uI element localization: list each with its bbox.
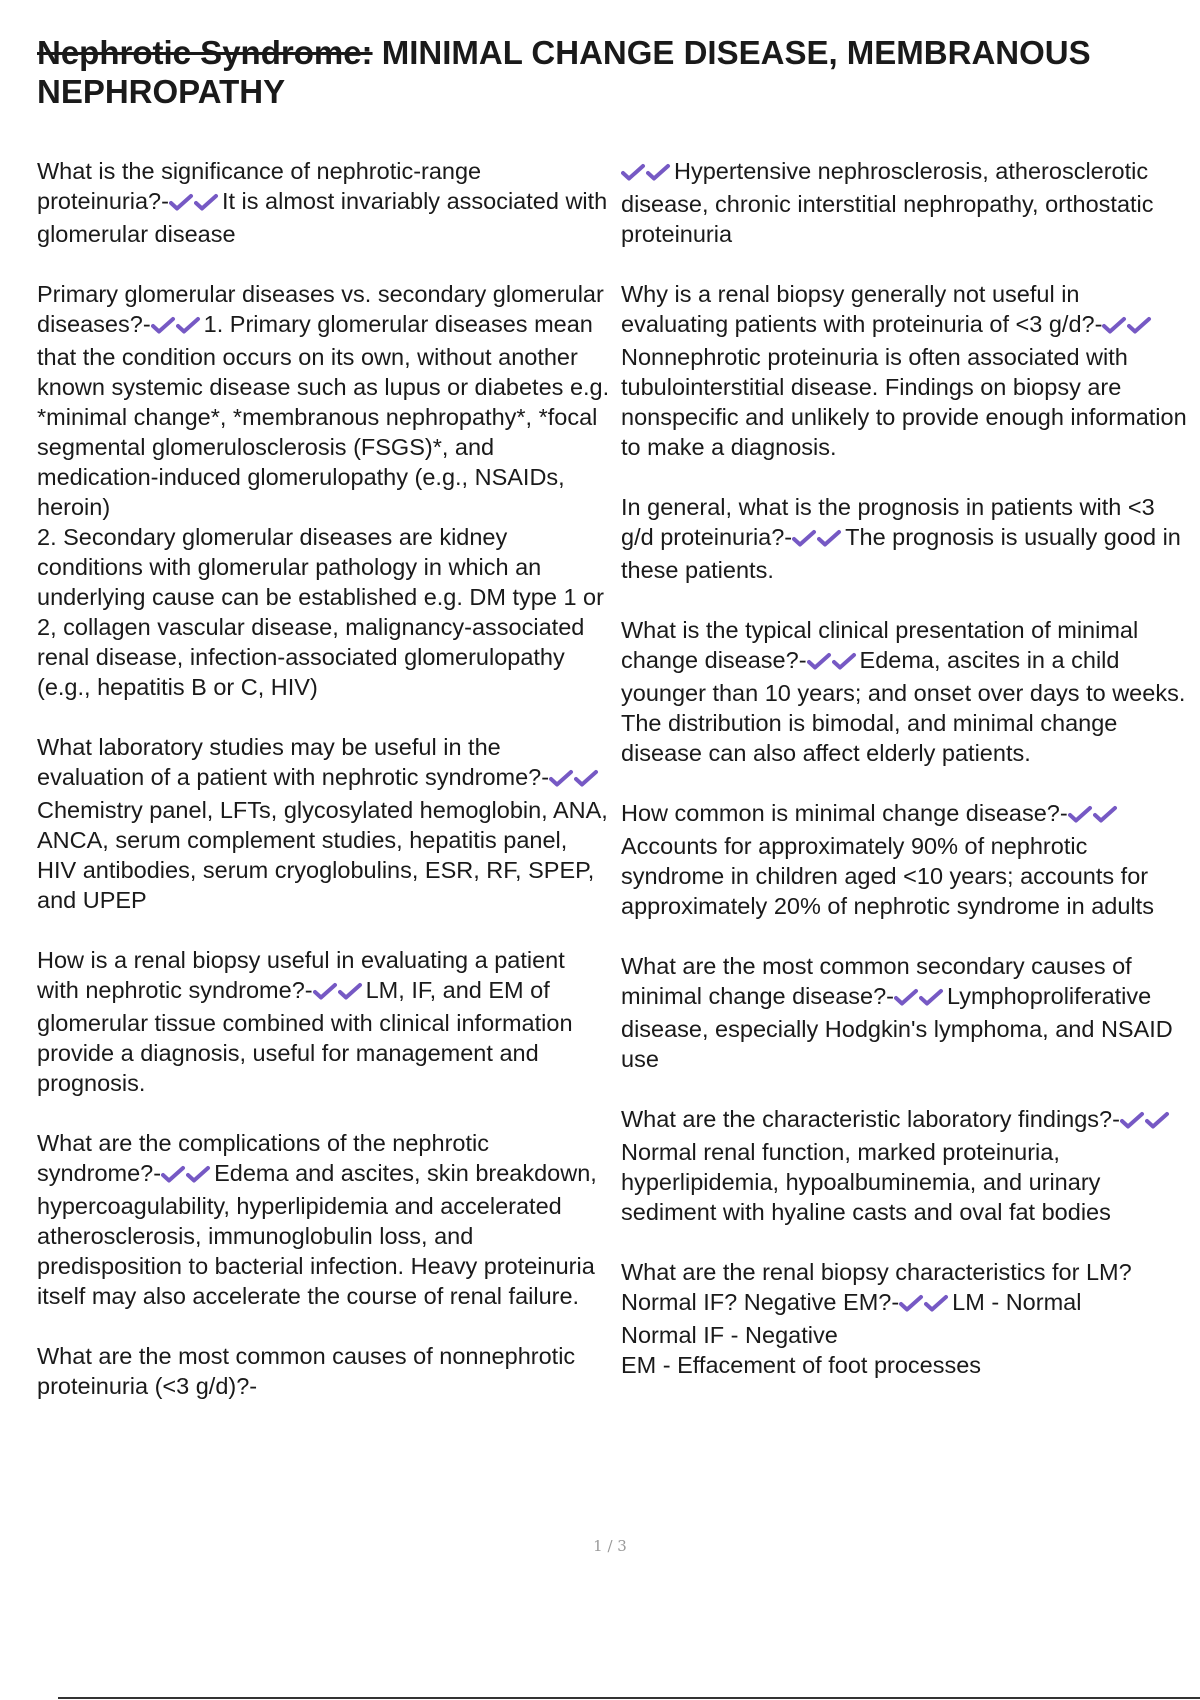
double-checkmark-icon bbox=[899, 1290, 949, 1320]
qa-item bbox=[621, 615, 1192, 768]
question-text: What are the characteristic laboratory findings?- bbox=[621, 1106, 1120, 1132]
double-checkmark-icon bbox=[894, 984, 944, 1014]
answer-text: Edema, ascites in a child younger than 10 years; and onset over days to weeks. The distribution is bimodal, and minimal change disease can also affect elderly patients. bbox=[621, 647, 1192, 766]
qa-item bbox=[37, 279, 611, 702]
question-text: What are the most common causes of nonnephrotic proteinuria (<3 g/d)?- bbox=[37, 1343, 582, 1399]
right-column bbox=[621, 156, 1194, 1410]
double-checkmark-icon bbox=[1102, 312, 1152, 342]
qa-item bbox=[37, 156, 614, 249]
double-checkmark-icon bbox=[151, 312, 201, 342]
page-title-struck: Nephrotic Syndrome: bbox=[37, 34, 373, 71]
double-checkmark-icon bbox=[807, 648, 857, 678]
answer-text: 1. Primary glomerular diseases mean that the condition occurs on its own, without another known systemic disease such as lupus or diabetes e.g. *minimal change*, *membranous nephropathy*, *focal segmental glomerulosclerosis (FSGS)*, and medication-induced glomerulopathy (e.g., NSAIDs, heroin) 2. Secondary glomerular diseases are kidney conditions with glomerular pathology in which an underlying cause can be established e.g. DM type 1 or 2, collagen vascular disease, malignancy-associated renal disease, infection-associated glomerulopathy (e.g., hepatitis B or C, HIV) bbox=[37, 311, 610, 700]
qa-item bbox=[621, 156, 1187, 249]
qa-item bbox=[37, 1341, 611, 1401]
qa-item bbox=[621, 279, 1194, 462]
question-text: How is a renal biopsy useful in evaluating a patient with nephrotic syndrome?- bbox=[37, 947, 572, 1003]
double-checkmark-icon bbox=[161, 1161, 211, 1191]
double-checkmark-icon bbox=[313, 978, 363, 1008]
answer-text: Chemistry panel, LFTs, glycosylated hemoglobin, ANA, ANCA, serum complement studies, hepatitis panel, HIV antibodies, serum cryoglobulins, ESR, RF, SPEP, and UPEP bbox=[37, 797, 614, 913]
qa-item bbox=[621, 1104, 1187, 1227]
answer-text: Hypertensive nephrosclerosis, atherosclerotic disease, chronic interstitial nephropathy, orthostatic proteinuria bbox=[621, 158, 1161, 247]
question-text: Why is a renal biopsy generally not useful in evaluating patients with proteinuria of <3 g/d?- bbox=[621, 281, 1103, 337]
question-text: What are the renal biopsy characteristics for LM? Normal IF? Negative EM?- bbox=[621, 1259, 1139, 1315]
left-column bbox=[37, 156, 614, 1431]
answer-text: LM, IF, and EM of glomerular tissue combined with clinical information provide a diagnosis, useful for management and prognosis. bbox=[37, 977, 580, 1096]
footer-divider bbox=[58, 1697, 1200, 1699]
qa-item bbox=[37, 1128, 611, 1311]
question-text: What is the typical clinical presentation of minimal change disease?- bbox=[621, 617, 1145, 673]
qa-item bbox=[37, 732, 614, 915]
double-checkmark-icon bbox=[792, 525, 842, 555]
qa-item bbox=[621, 798, 1187, 921]
question-text: What are the most common secondary causes of minimal change disease?- bbox=[621, 953, 1139, 1009]
double-checkmark-icon bbox=[1120, 1107, 1170, 1137]
double-checkmark-icon bbox=[169, 189, 219, 219]
double-checkmark-icon bbox=[549, 765, 599, 795]
question-text: What are the complications of the nephrotic syndrome?- bbox=[37, 1130, 496, 1186]
answer-text: LM - Normal Normal IF - Negative EM - Effacement of foot processes bbox=[621, 1289, 1082, 1378]
page-title-rest: MINIMAL CHANGE DISEASE, MEMBRANOUS NEPHROPATHY bbox=[37, 34, 1091, 110]
qa-item bbox=[621, 1257, 1187, 1380]
question-text: What laboratory studies may be useful in the evaluation of a patient with nephrotic syndrome?- bbox=[37, 734, 550, 790]
qa-item bbox=[621, 492, 1187, 585]
double-checkmark-icon bbox=[1068, 801, 1118, 831]
qa-item bbox=[37, 945, 611, 1098]
page-title bbox=[37, 33, 1187, 111]
page-number: 1 / 3 bbox=[593, 1537, 627, 1555]
question-text: In general, what is the prognosis in patients with <3 g/d proteinuria?- bbox=[621, 494, 1162, 550]
answer-text: It is almost invariably associated with glomerular disease bbox=[37, 188, 614, 247]
answer-text: Edema and ascites, skin breakdown, hypercoagulability, hyperlipidemia and accelerated atherosclerosis, immunoglobulin loss, and predisposition to bacterial infection. Heavy proteinuria itself may also accelerate the course of renal failure. bbox=[37, 1160, 604, 1309]
question-text: How common is minimal change disease?- bbox=[621, 800, 1068, 826]
answer-text: Nonnephrotic proteinuria is often associated with tubulointerstitial disease. Findings on biopsy are nonspecific and unlikely to provide enough information to make a diagnosis. bbox=[621, 344, 1194, 460]
answer-text: Lymphoproliferative disease, especially Hodgkin's lymphoma, and NSAID use bbox=[621, 983, 1180, 1072]
question-text: Primary glomerular diseases vs. secondary glomerular diseases?- bbox=[37, 281, 611, 337]
qa-item bbox=[621, 951, 1187, 1074]
answer-text: The prognosis is usually good in these patients. bbox=[621, 524, 1188, 583]
question-text: What is the significance of nephrotic-range proteinuria?- bbox=[37, 158, 488, 214]
answer-text: Accounts for approximately 90% of nephrotic syndrome in children aged <10 years; accounts for approximately 20% of nephrotic syndrome in adults bbox=[621, 833, 1155, 919]
double-checkmark-icon bbox=[621, 159, 671, 189]
answer-text: Normal renal function, marked proteinuria, hyperlipidemia, hypoalbuminemia, and urinary sediment with hyaline casts and oval fat bodies bbox=[621, 1139, 1111, 1225]
